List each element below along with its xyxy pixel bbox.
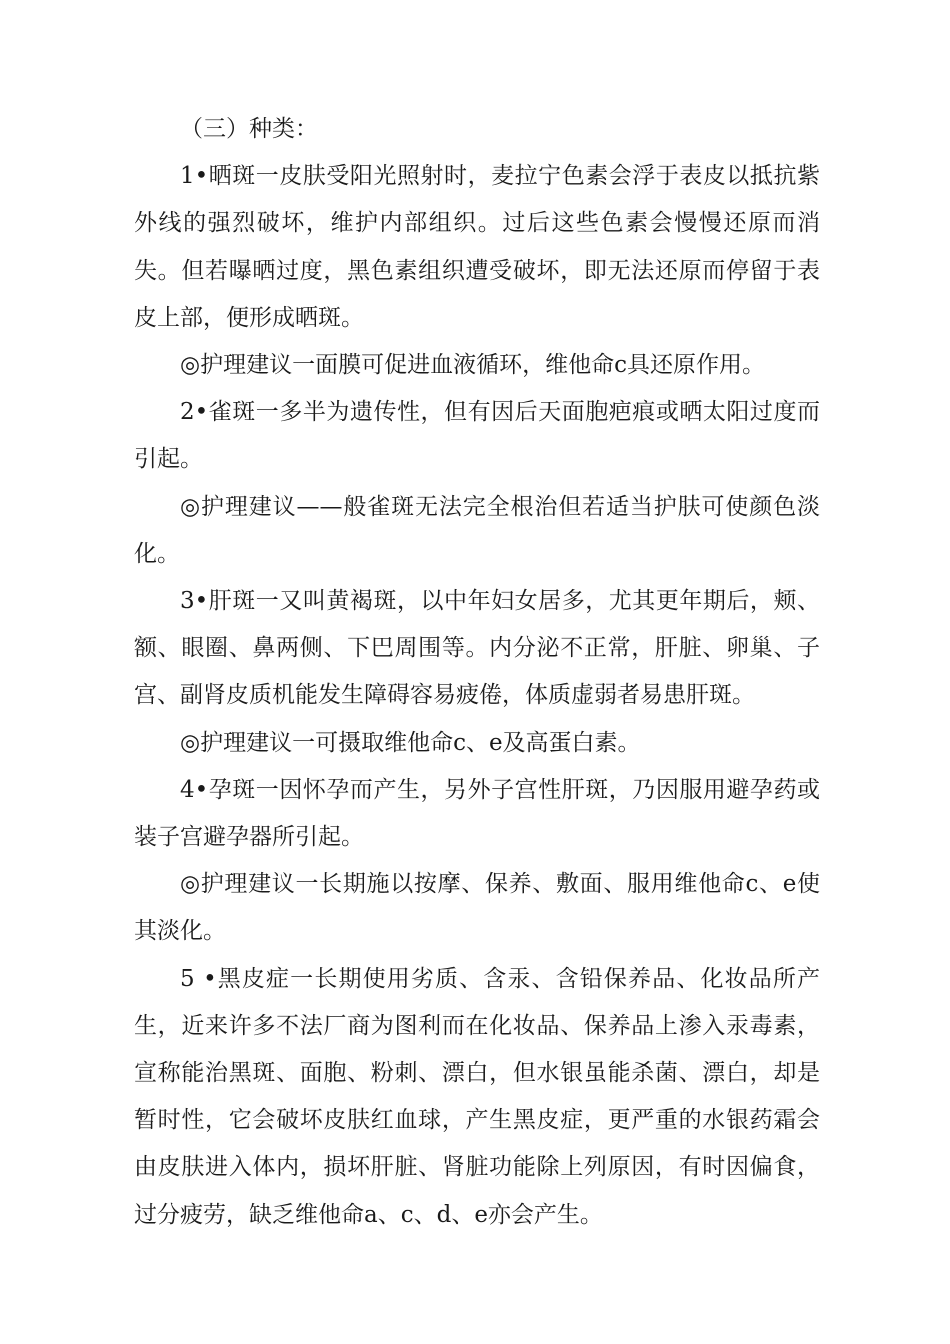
paragraph-freckles: 2•雀斑一多半为遗传性，但有因后天面胞疤痕或晒太阳过度而引起。 (134, 399, 820, 473)
paragraph-pregnancy-spots: 4•孕斑一因怀孕而产生，另外子宫性肝斑，乃因服用避孕药或装子宫避孕器所引起。 (134, 776, 820, 851)
paragraph-melasma: 3•肝斑一又叫黄褐斑，以中年妇女居多，尤其更年期后，颊、额、眼圈、鼻两侧、下巴周围等。内分泌不正常，肝脏、卵巢、子宫、副肾皮质机能发生障碍容易疲倦，体质虚弱者易患肝斑。 (134, 588, 820, 709)
paragraph-care-advice-2: ◎护理建议——般雀斑无法完全根治但若适当护肤可使颜色淡化。 (134, 493, 820, 567)
paragraph-care-advice-3: ◎护理建议一可摄取维他命c、e及高蛋白素。 (180, 729, 641, 756)
document-page (134, 106, 820, 1239)
paragraph-sunburn-spots: 1•晒斑一皮肤受阳光照射时，麦拉宁色素会浮于表皮以抵抗紫外线的强烈破坏，维护内部组织。过后这些色素会慢慢还原而消失。但若曝晒过度，黑色素组织遭受破坏，即无法还原而停留于表皮上部，便形成晒斑。 (134, 163, 820, 331)
paragraph-care-advice-4: ◎护理建议一长期施以按摩、保养、敷面、服用维他命c、e使其淡化。 (134, 871, 820, 945)
paragraph-melanosis: 5 •黑皮症一长期使用劣质、含汞、含铅保养品、化妆品所产生，近来许多不法厂商为图利而在化妆品、保养品上渗入汞毒素，宣称能治黑斑、面胞、粉刺、漂白，但水银虽能杀菌、漂白，却是暂时性，它会破坏皮肤红血球，产生黑皮症，更严重的水银药霜会由皮肤进入体内，损坏肝脏、肾脏功能除上列原因，有时因偏食，过分疲劳，缺乏维他命a、c、d、e亦会产生。 (134, 965, 820, 1228)
paragraph-care-advice-1: ◎护理建议一面膜可促进血液循环，维他命c具还原作用。 (180, 352, 765, 379)
section-heading: （三）种类： (180, 116, 318, 142)
